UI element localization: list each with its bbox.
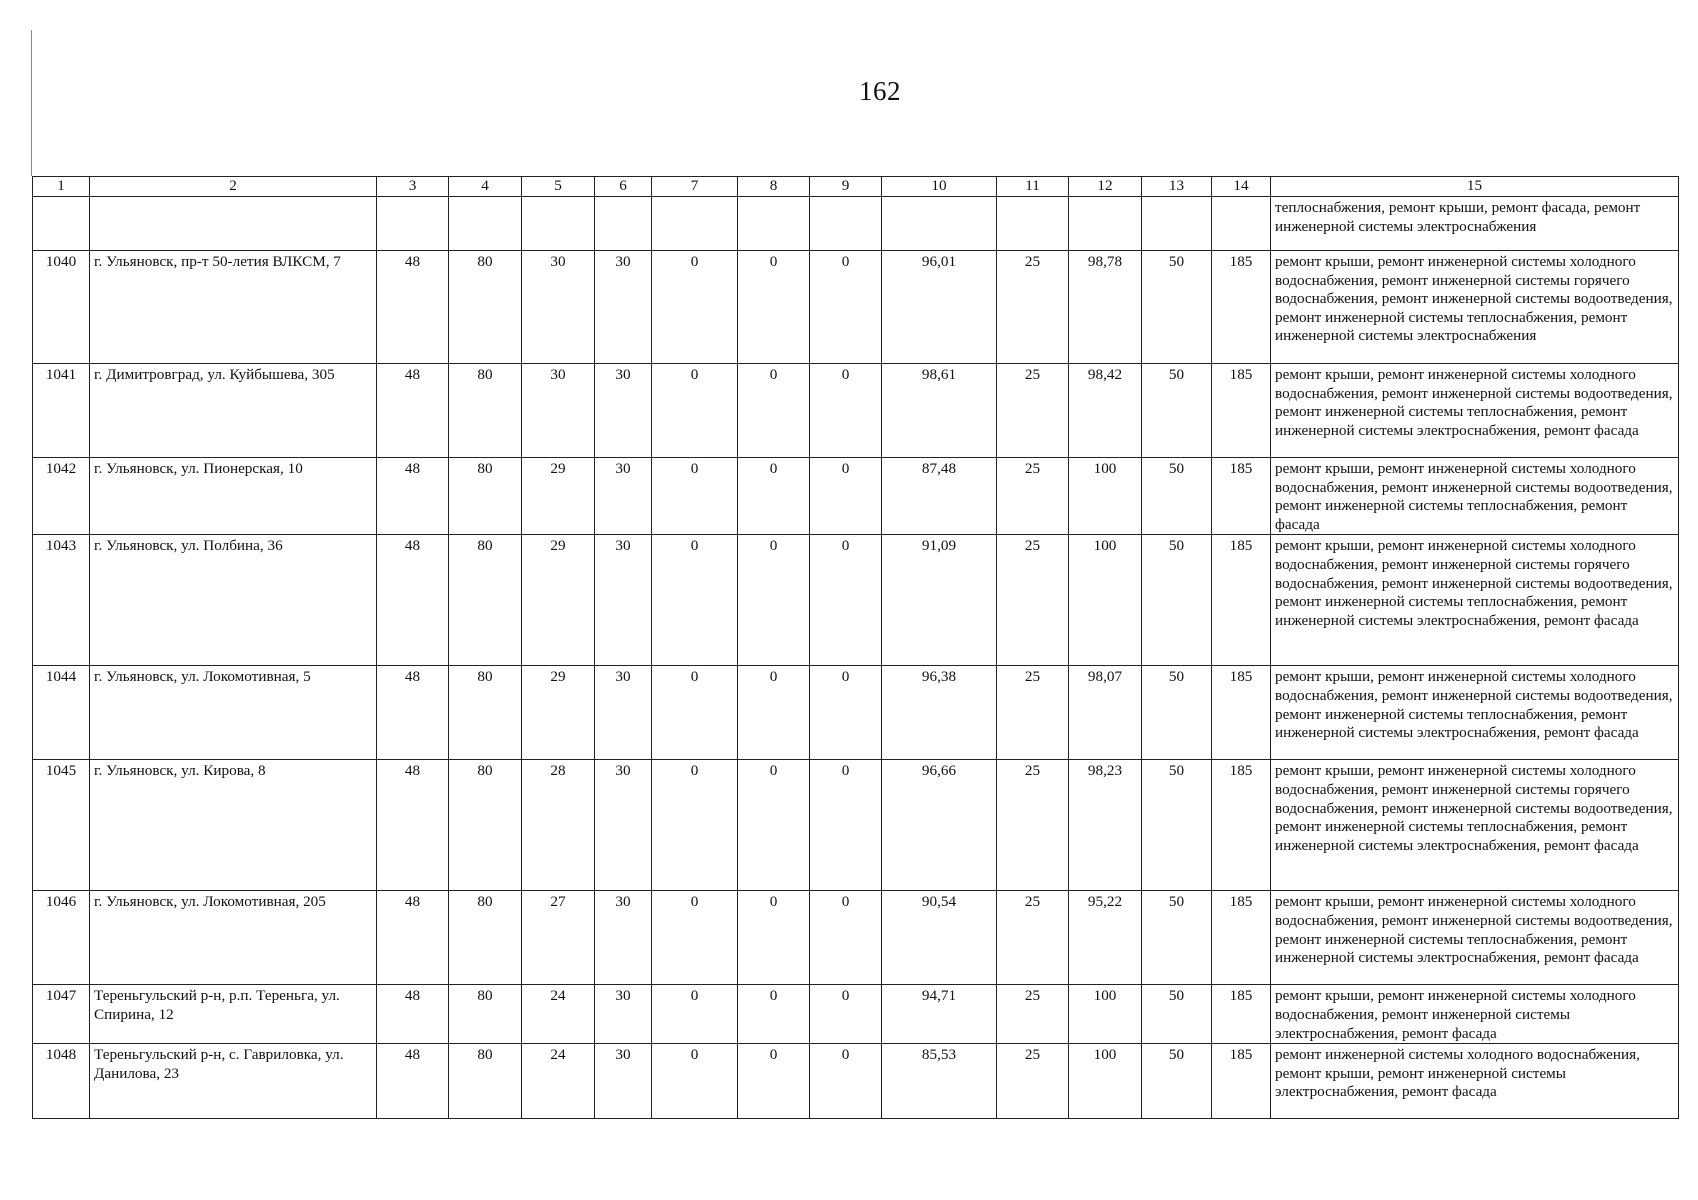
address-cell (90, 197, 377, 251)
column-header-1: 1 (33, 177, 90, 197)
col-4-cell: 80 (449, 666, 522, 760)
row-number-cell: 1048 (33, 1044, 90, 1119)
table-row (33, 891, 1679, 985)
col-7-cell: 0 (652, 535, 738, 666)
column-header-4: 4 (449, 177, 522, 197)
col-13-cell: 50 (1142, 364, 1212, 458)
col-7-cell: 0 (652, 891, 738, 985)
col-3-cell: 48 (377, 666, 449, 760)
table-row (33, 535, 1679, 666)
column-header-6: 6 (595, 177, 652, 197)
col-8-cell: 0 (738, 1044, 810, 1119)
col-14-cell: 185 (1212, 458, 1271, 535)
col-12-cell: 95,22 (1069, 891, 1142, 985)
col-6-cell: 30 (595, 666, 652, 760)
column-header-14: 14 (1212, 177, 1271, 197)
col-11-cell (997, 197, 1069, 251)
col-10-cell: 96,38 (882, 666, 997, 760)
col-14-cell: 185 (1212, 666, 1271, 760)
col-14-cell: 185 (1212, 535, 1271, 666)
row-number-cell: 1040 (33, 251, 90, 364)
col-10-cell: 85,53 (882, 1044, 997, 1119)
col-13-cell: 50 (1142, 535, 1212, 666)
col-11-cell: 25 (997, 251, 1069, 364)
col-13-cell: 50 (1142, 891, 1212, 985)
works-list-cell: ремонт крыши, ремонт инженерной системы холодного водоснабжения, ремонт инженерной системы водоотведения, ремонт инженерной системы теплоснабжения, ремонт инженерной системы электроснабжения, ремонт фасада (1271, 666, 1679, 760)
col-12-cell (1069, 197, 1142, 251)
col-14-cell: 185 (1212, 364, 1271, 458)
col-5-cell: 29 (522, 666, 595, 760)
col-12-cell: 100 (1069, 458, 1142, 535)
col-14-cell (1212, 197, 1271, 251)
col-4-cell: 80 (449, 535, 522, 666)
col-9-cell: 0 (810, 1044, 882, 1119)
col-8-cell: 0 (738, 760, 810, 891)
col-6-cell: 30 (595, 458, 652, 535)
col-8-cell: 0 (738, 666, 810, 760)
table-row (33, 666, 1679, 760)
col-14-cell: 185 (1212, 760, 1271, 891)
col-7-cell: 0 (652, 1044, 738, 1119)
col-8-cell: 0 (738, 535, 810, 666)
repair-program-table (32, 176, 1679, 1119)
works-list-cell: теплоснабжения, ремонт крыши, ремонт фасада, ремонт инженерной системы электроснабжения (1271, 197, 1679, 251)
col-10-cell (882, 197, 997, 251)
works-list-cell: ремонт крыши, ремонт инженерной системы холодного водоснабжения, ремонт инженерной системы водоотведения, ремонт инженерной системы теплоснабжения, ремонт фасада (1271, 458, 1679, 535)
table-row (33, 197, 1679, 251)
col-3-cell: 48 (377, 1044, 449, 1119)
row-number-cell (33, 197, 90, 251)
column-number-row (33, 177, 1679, 197)
col-10-cell: 96,01 (882, 251, 997, 364)
col-8-cell: 0 (738, 985, 810, 1044)
col-11-cell: 25 (997, 535, 1069, 666)
col-9-cell: 0 (810, 891, 882, 985)
address-cell: г. Ульяновск, ул. Полбина, 36 (90, 535, 377, 666)
col-11-cell: 25 (997, 364, 1069, 458)
table-row (33, 251, 1679, 364)
address-cell: г. Ульяновск, ул. Локомотивная, 205 (90, 891, 377, 985)
col-5-cell (522, 197, 595, 251)
works-list-cell: ремонт крыши, ремонт инженерной системы холодного водоснабжения, ремонт инженерной системы водоотведения, ремонт инженерной системы теплоснабжения, ремонт инженерной системы электроснабжения, ремонт фасада (1271, 364, 1679, 458)
column-header-3: 3 (377, 177, 449, 197)
works-list-cell: ремонт крыши, ремонт инженерной системы холодного водоснабжения, ремонт инженерной системы водоотведения, ремонт инженерной системы теплоснабжения, ремонт инженерной системы электроснабжения, ремонт фасада (1271, 891, 1679, 985)
col-13-cell: 50 (1142, 1044, 1212, 1119)
col-11-cell: 25 (997, 458, 1069, 535)
works-list-cell: ремонт крыши, ремонт инженерной системы холодного водоснабжения, ремонт инженерной системы горячего водоснабжения, ремонт инженерной системы водоотведения, ремонт инженерной системы теплоснабжения, ремонт инженерной системы электроснабжения, ремонт фасада (1271, 535, 1679, 666)
col-13-cell: 50 (1142, 251, 1212, 364)
col-7-cell: 0 (652, 364, 738, 458)
col-5-cell: 30 (522, 251, 595, 364)
column-header-15: 15 (1271, 177, 1679, 197)
col-14-cell: 185 (1212, 1044, 1271, 1119)
table-row (33, 1044, 1679, 1119)
col-4-cell: 80 (449, 760, 522, 891)
col-3-cell: 48 (377, 891, 449, 985)
col-9-cell: 0 (810, 985, 882, 1044)
col-6-cell: 30 (595, 985, 652, 1044)
col-4-cell (449, 197, 522, 251)
row-number-cell: 1041 (33, 364, 90, 458)
col-3-cell: 48 (377, 251, 449, 364)
col-13-cell: 50 (1142, 458, 1212, 535)
col-3-cell: 48 (377, 364, 449, 458)
col-11-cell: 25 (997, 891, 1069, 985)
column-header-10: 10 (882, 177, 997, 197)
row-number-cell: 1043 (33, 535, 90, 666)
col-9-cell: 0 (810, 535, 882, 666)
column-header-12: 12 (1069, 177, 1142, 197)
col-9-cell: 0 (810, 760, 882, 891)
col-9-cell (810, 197, 882, 251)
col-4-cell: 80 (449, 985, 522, 1044)
row-number-cell: 1047 (33, 985, 90, 1044)
col-12-cell: 98,07 (1069, 666, 1142, 760)
col-6-cell: 30 (595, 1044, 652, 1119)
col-7-cell: 0 (652, 985, 738, 1044)
col-6-cell: 30 (595, 760, 652, 891)
col-12-cell: 98,78 (1069, 251, 1142, 364)
col-4-cell: 80 (449, 458, 522, 535)
table-body (33, 197, 1679, 1119)
col-7-cell: 0 (652, 458, 738, 535)
col-3-cell: 48 (377, 458, 449, 535)
col-8-cell: 0 (738, 891, 810, 985)
column-header-7: 7 (652, 177, 738, 197)
col-10-cell: 91,09 (882, 535, 997, 666)
col-13-cell: 50 (1142, 760, 1212, 891)
col-4-cell: 80 (449, 1044, 522, 1119)
col-5-cell: 29 (522, 458, 595, 535)
col-12-cell: 100 (1069, 535, 1142, 666)
col-13-cell: 50 (1142, 666, 1212, 760)
table-header (33, 177, 1679, 197)
col-14-cell: 185 (1212, 985, 1271, 1044)
col-7-cell (652, 197, 738, 251)
address-cell: г. Димитровград, ул. Куйбышева, 305 (90, 364, 377, 458)
works-list-cell: ремонт крыши, ремонт инженерной системы холодного водоснабжения, ремонт инженерной системы горячего водоснабжения, ремонт инженерной системы водоотведения, ремонт инженерной системы теплоснабжения, ремонт инженерной системы электроснабжения (1271, 251, 1679, 364)
column-header-8: 8 (738, 177, 810, 197)
col-10-cell: 96,66 (882, 760, 997, 891)
col-8-cell (738, 197, 810, 251)
address-cell: г. Ульяновск, ул. Локомотивная, 5 (90, 666, 377, 760)
col-6-cell (595, 197, 652, 251)
address-cell: Тереньгульский р-н, с. Гавриловка, ул. Данилова, 23 (90, 1044, 377, 1119)
address-cell: Тереньгульский р-н, р.п. Тереньга, ул. Спирина, 12 (90, 985, 377, 1044)
address-cell: г. Ульяновск, ул. Кирова, 8 (90, 760, 377, 891)
col-8-cell: 0 (738, 458, 810, 535)
col-11-cell: 25 (997, 1044, 1069, 1119)
col-13-cell: 50 (1142, 985, 1212, 1044)
column-header-2: 2 (90, 177, 377, 197)
col-11-cell: 25 (997, 666, 1069, 760)
col-3-cell: 48 (377, 760, 449, 891)
table-row (33, 364, 1679, 458)
col-6-cell: 30 (595, 535, 652, 666)
table-row (33, 458, 1679, 535)
col-12-cell: 98,42 (1069, 364, 1142, 458)
works-list-cell: ремонт крыши, ремонт инженерной системы холодного водоснабжения, ремонт инженерной системы электроснабжения, ремонт фасада (1271, 985, 1679, 1044)
col-12-cell: 100 (1069, 985, 1142, 1044)
works-list-cell: ремонт крыши, ремонт инженерной системы холодного водоснабжения, ремонт инженерной системы горячего водоснабжения, ремонт инженерной системы водоотведения, ремонт инженерной системы теплоснабжения, ремонт инженерной системы электроснабжения, ремонт фасада (1271, 760, 1679, 891)
col-14-cell: 185 (1212, 891, 1271, 985)
col-5-cell: 27 (522, 891, 595, 985)
table-row (33, 760, 1679, 891)
col-5-cell: 24 (522, 985, 595, 1044)
col-7-cell: 0 (652, 251, 738, 364)
table-row (33, 985, 1679, 1044)
col-8-cell: 0 (738, 251, 810, 364)
col-11-cell: 25 (997, 985, 1069, 1044)
col-9-cell: 0 (810, 458, 882, 535)
col-5-cell: 28 (522, 760, 595, 891)
col-3-cell (377, 197, 449, 251)
col-12-cell: 98,23 (1069, 760, 1142, 891)
col-6-cell: 30 (595, 251, 652, 364)
row-number-cell: 1046 (33, 891, 90, 985)
col-14-cell: 185 (1212, 251, 1271, 364)
col-7-cell: 0 (652, 666, 738, 760)
col-6-cell: 30 (595, 364, 652, 458)
address-cell: г. Ульяновск, ул. Пионерская, 10 (90, 458, 377, 535)
col-5-cell: 30 (522, 364, 595, 458)
col-4-cell: 80 (449, 891, 522, 985)
col-13-cell (1142, 197, 1212, 251)
col-9-cell: 0 (810, 666, 882, 760)
col-10-cell: 87,48 (882, 458, 997, 535)
row-number-cell: 1042 (33, 458, 90, 535)
col-9-cell: 0 (810, 364, 882, 458)
col-11-cell: 25 (997, 760, 1069, 891)
col-3-cell: 48 (377, 535, 449, 666)
col-8-cell: 0 (738, 364, 810, 458)
page-number: 162 (859, 76, 901, 106)
col-6-cell: 30 (595, 891, 652, 985)
works-list-cell: ремонт инженерной системы холодного водоснабжения, ремонт крыши, ремонт инженерной системы электроснабжения, ремонт фасада (1271, 1044, 1679, 1119)
row-number-cell: 1045 (33, 760, 90, 891)
col-12-cell: 100 (1069, 1044, 1142, 1119)
col-7-cell: 0 (652, 760, 738, 891)
column-header-11: 11 (997, 177, 1069, 197)
col-10-cell: 90,54 (882, 891, 997, 985)
col-3-cell: 48 (377, 985, 449, 1044)
col-10-cell: 98,61 (882, 364, 997, 458)
col-9-cell: 0 (810, 251, 882, 364)
col-4-cell: 80 (449, 251, 522, 364)
col-5-cell: 29 (522, 535, 595, 666)
row-number-cell: 1044 (33, 666, 90, 760)
col-10-cell: 94,71 (882, 985, 997, 1044)
column-header-9: 9 (810, 177, 882, 197)
column-header-5: 5 (522, 177, 595, 197)
col-4-cell: 80 (449, 364, 522, 458)
col-5-cell: 24 (522, 1044, 595, 1119)
address-cell: г. Ульяновск, пр-т 50-летия ВЛКСМ, 7 (90, 251, 377, 364)
column-header-13: 13 (1142, 177, 1212, 197)
